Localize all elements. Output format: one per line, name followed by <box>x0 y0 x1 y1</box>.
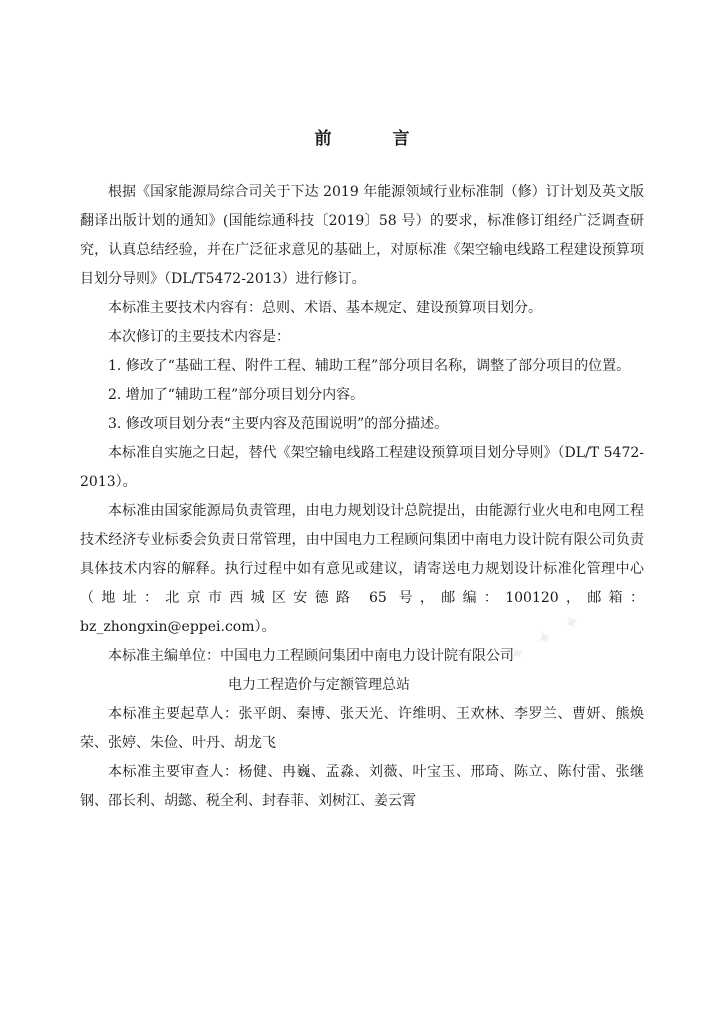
page-title: 前 言 <box>314 129 432 149</box>
paragraph-basis: 根据《国家能源局综合司关于下达 2019 年能源领域行业标准制（修）订计划及英文版翻译出版计划的通知》(国能综通科技〔2019〕58 号）的要求，标准修订组经广泛调查研究，认真总结经验，并在广泛征求意见的基础上，对原标准《架空输电线路工程建设预算项目划分导则》（DL/T5472-2013）进行修订。 <box>80 184 644 287</box>
paragraph-replacement: 本标准自实施之日起，替代《架空输电线路工程建设预算项目划分导则》（DL/T 5472-2013）。 <box>80 445 644 490</box>
chief-editor-unit-2: 电力工程造价与定额管理总站 <box>228 677 410 693</box>
drafters-list: 本标准主要起草人：张平朗、秦博、张天光、许维明、王欢林、李罗兰、曹妍、熊焕荣、张婷、朱俭、叶丹、胡龙飞 <box>80 706 644 751</box>
paragraph-management: 本标准由国家能源局负责管理，由电力规划设计总院提出，由能源行业火电和电网工程技术经济专业标委会负责日常管理，由中国电力工程顾问集团中南电力设计院有限公司负责具体技术内容的解释。执行过程中如有意见或建议，请寄送电力规划设计标准化管理中心（地址：北京市西城区安德路 65 号，邮编：100120，邮箱：bz_zhongxin@eppei.com）。 <box>80 503 644 635</box>
revision-item-2: 2. 增加了“辅助工程”部分项目划分内容。 <box>108 387 365 403</box>
revision-item-1: 1. 修改了“基础工程、附件工程、辅助工程”部分项目名称，调整了部分项目的位置。 <box>108 358 631 374</box>
paragraph-revision-intro: 本次修订的主要技术内容是： <box>108 329 290 345</box>
preface-body <box>80 178 644 816</box>
paragraph-main-content: 本标准主要技术内容有：总则、术语、基本规定、建设预算项目划分。 <box>108 300 542 316</box>
revision-item-3: 3. 修改项目划分表“主要内容及范围说明”的部分描述。 <box>108 416 449 432</box>
reviewers-list: 本标准主要审查人：杨健、冉巍、孟淼、刘薇、叶宝玉、邢琦、陈立、陈付雷、张继钢、邵长利、胡懿、税全利、封春菲、刘树江、姜云霄 <box>80 764 644 809</box>
chief-editor-unit: 本标准主编单位：中国电力工程顾问集团中南电力设计院有限公司 <box>108 648 514 664</box>
watermark: ✦ ✦ ✦ <box>504 605 589 669</box>
